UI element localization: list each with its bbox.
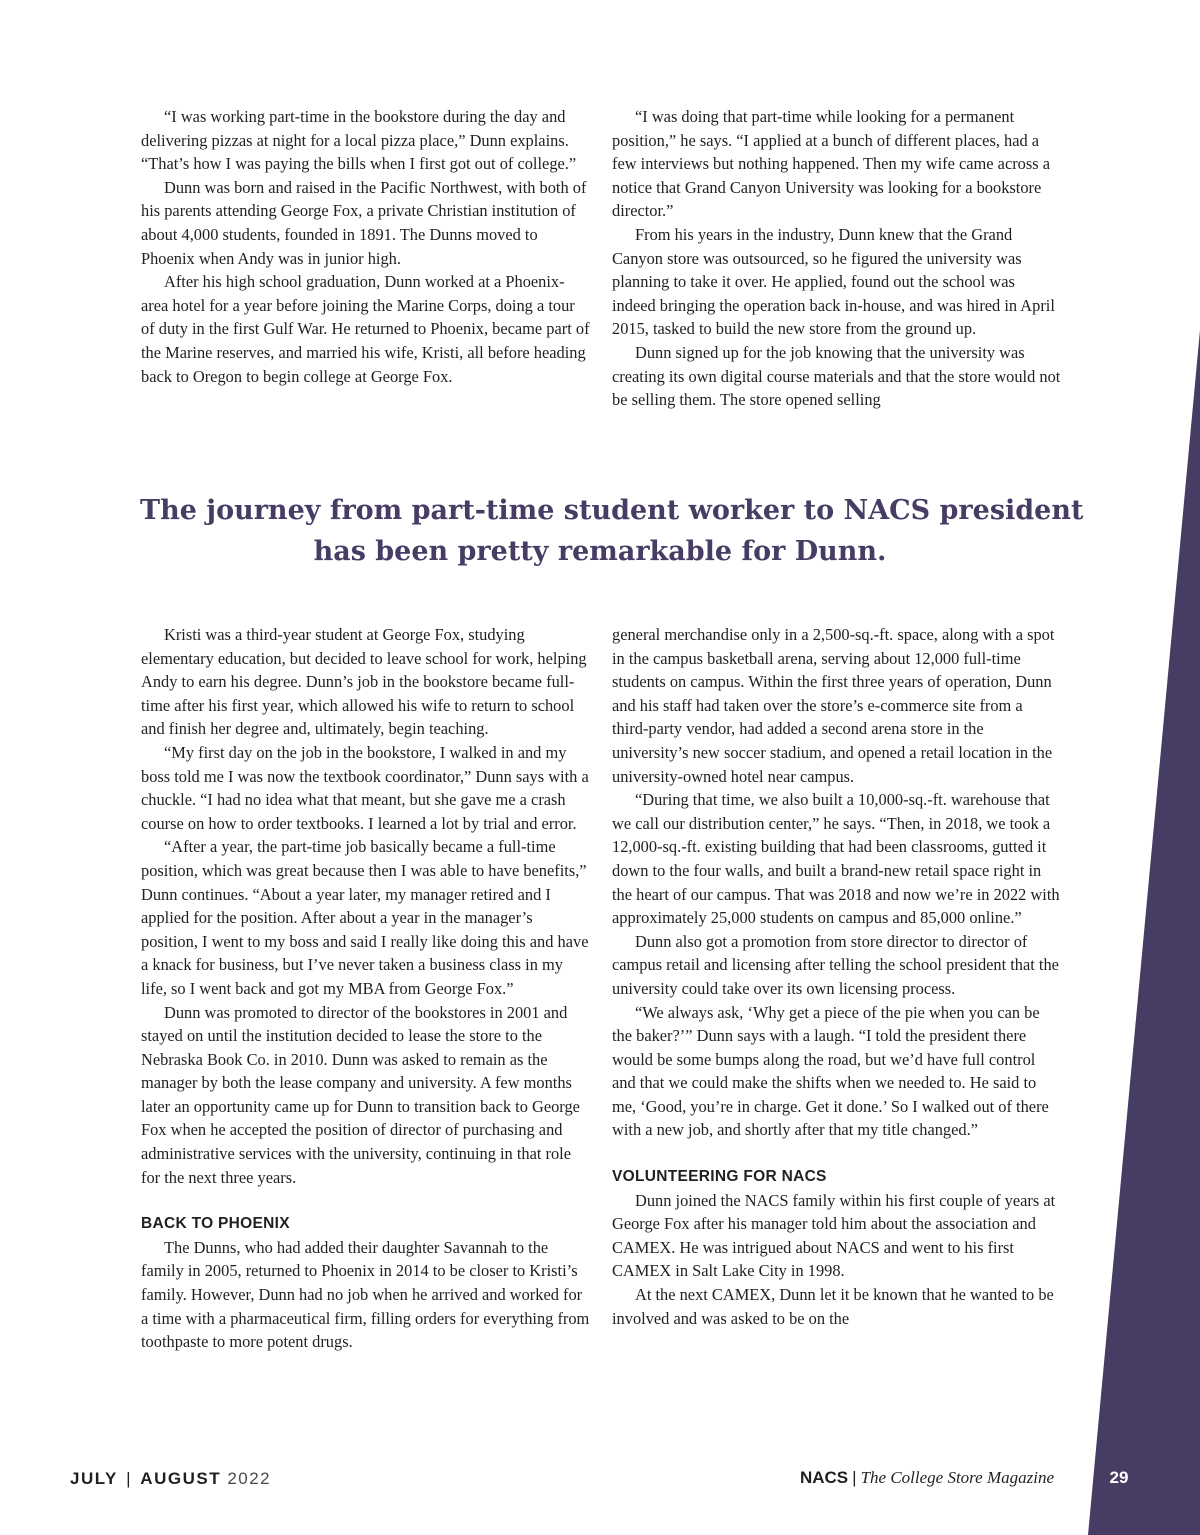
pull-quote xyxy=(140,490,1084,572)
section-heading-back-to-phoenix: BACK TO PHOENIX xyxy=(141,1215,290,1233)
pull-quote-line: has been pretty remarkable for Dunn. xyxy=(313,536,887,567)
paragraph: “During that time, we also built a 10,000-sq.-ft. warehouse that we call our distribution center,” he says. “Then, in 2018, we took a 12,000-sq.-ft. existing building that had been classrooms, gutted it down to the four walls, and built a brand-new retail space right in the heart of our campus. That was 2018 and now we’re in 2022 with approximately 25,000 students on campus and 85,000 online.” xyxy=(612,790,1060,928)
publication-name xyxy=(800,1468,1054,1488)
article-column-bottom-left xyxy=(141,623,591,1354)
paragraph: Kristi was a third-year student at George Fox, studying elementary education, but decided to leave school for work, helping Andy to earn his degree. Dunn’s job in the bookstore became full-time after his first year, which allowed his wife to return to school and finish her degree and, ultimately, begin teaching. xyxy=(141,625,587,739)
paragraph: The Dunns, who had added their daughter Savannah to the family in 2005, returned to Phoenix in 2014 to be closer to Kristi’s family. However, Dunn had no job when he arrived and worked for a time with a pharmaceutical firm, filling orders for everything from toothpaste to more potent drugs. xyxy=(141,1237,590,1352)
article-column-top-left xyxy=(141,105,591,388)
issue-year: 2022 xyxy=(227,1469,272,1488)
magazine-title: The College Store Magazine xyxy=(860,1468,1054,1487)
brand-separator: | xyxy=(852,1468,857,1487)
stripe-shape xyxy=(1088,330,1200,1535)
paragraph: “I was working part-time in the bookstore during the day and delivering pizzas at night for a local pizza place,” Dunn explains. “That’s how I was paying the bills when I first got out of college.” xyxy=(141,107,577,174)
issue-month-a: JULY xyxy=(70,1469,118,1488)
article-column-bottom-right xyxy=(612,623,1062,1330)
paragraph: From his years in the industry, Dunn knew that the Grand Canyon store was outsourced, so he figured the university was planning to take it over. He applied, found out the school was indeed bringing the operation back in-house, and was hired in April 2015, tasked to build the new store from the ground up. xyxy=(612,224,1055,339)
paragraph: After his high school graduation, Dunn worked at a Phoenix-area hotel for a year before joining the Marine Corps, doing a tour of duty in the first Gulf War. He returned to Phoenix, became part of the Marine reserves, and married his wife, Kristi, all before heading back to Oregon to begin college at George Fox. xyxy=(141,272,590,386)
paragraph: “We always ask, ‘Why get a piece of the pie when you can be the baker?’” Dunn says with a laugh. “I told the president there would be some bumps along the road, but we’d have full control and that we could make the shifts when we needed to. He said to me, ‘Good, you’re in charge. Get it done.’ So I walked out of there with a new job, and shortly after that my title changed.” xyxy=(612,1002,1049,1140)
paragraph: Dunn also got a promotion from store director to director of campus retail and licensing after telling the school president that the university could take over its own licensing process. xyxy=(612,931,1059,998)
paragraph: “My first day on the job in the bookstore, I walked in and my boss told me I was now the textbook coordinator,” Dunn says with a chuckle. “I had no idea what that meant, but she gave me a crash course on how to order textbooks. I learned a lot by trial and error. xyxy=(141,742,589,833)
brand-name: NACS xyxy=(799,1468,849,1487)
paragraph: Dunn was born and raised in the Pacific Northwest, with both of his parents attending George Fox, a private Christian institution of about 4,000 students, founded in 1891. The Dunns moved to Phoenix when Andy was in junior high. xyxy=(141,177,587,268)
pull-quote-line: The journey from part-time student worker to NACS president xyxy=(140,495,1084,526)
paragraph: general merchandise only in a 2,500-sq.-ft. space, along with a spot in the campus basketball arena, serving about 12,000 full-time students on campus. Within the first three years of operation, Dunn and his staff had taken over the store’s e-commerce site from a third-party vendor, had added a second arena store in the university’s new soccer stadium, and opened a retail location in the university-owned hotel near campus. xyxy=(612,625,1055,786)
paragraph: At the next CAMEX, Dunn let it be known that he wanted to be involved and was asked to be on the xyxy=(612,1285,1054,1328)
paragraph: “After a year, the part-time job basically became a full-time position, which was great because then I was able to have benefits,” Dunn continues. “About a year later, my manager retired and I applied for the position. After about a year in the manager’s position, I went to my boss and said I really like doing this and have a knack for business, but I’ve never taken a business class in my life, so I went back and got my MBA from George Fox.” xyxy=(141,837,589,998)
paragraph: Dunn joined the NACS family within his first couple of years at George Fox after his manager told him about the association and CAMEX. He was intrigued about NACS and went to his first CAMEX in Salt Lake City in 1998. xyxy=(612,1190,1056,1281)
paragraph: Dunn was promoted to director of the bookstores in 2001 and stayed on until the institution decided to lease the store to the Nebraska Book Co. in 2010. Dunn was asked to remain as the manager by both the lease company and university. A few months later an opportunity came up for Dunn to transition back to George Fox when he accepted the position of director of purchasing and administrative services with the university, continuing in that role for the next three years. xyxy=(141,1002,580,1187)
article-column-top-right xyxy=(612,105,1062,412)
issue-month-b: AUGUST xyxy=(140,1469,222,1488)
issue-date xyxy=(70,1469,271,1489)
section-heading-volunteering-for-nacs: VOLUNTEERING FOR NACS xyxy=(612,1168,827,1186)
paragraph: “I was doing that part-time while looking for a permanent position,” he says. “I applied at a bunch of different places, had a few interviews but nothing happened. Then my wife came across a notice that Grand Canyon University was looking for a bookstore director.” xyxy=(612,107,1051,221)
paragraph: Dunn signed up for the job knowing that the university was creating its own digital course materials and that the store would not be selling them. The store opened selling xyxy=(612,342,1061,410)
issue-separator: | xyxy=(126,1469,133,1488)
page-number: 29 xyxy=(1109,1468,1129,1487)
